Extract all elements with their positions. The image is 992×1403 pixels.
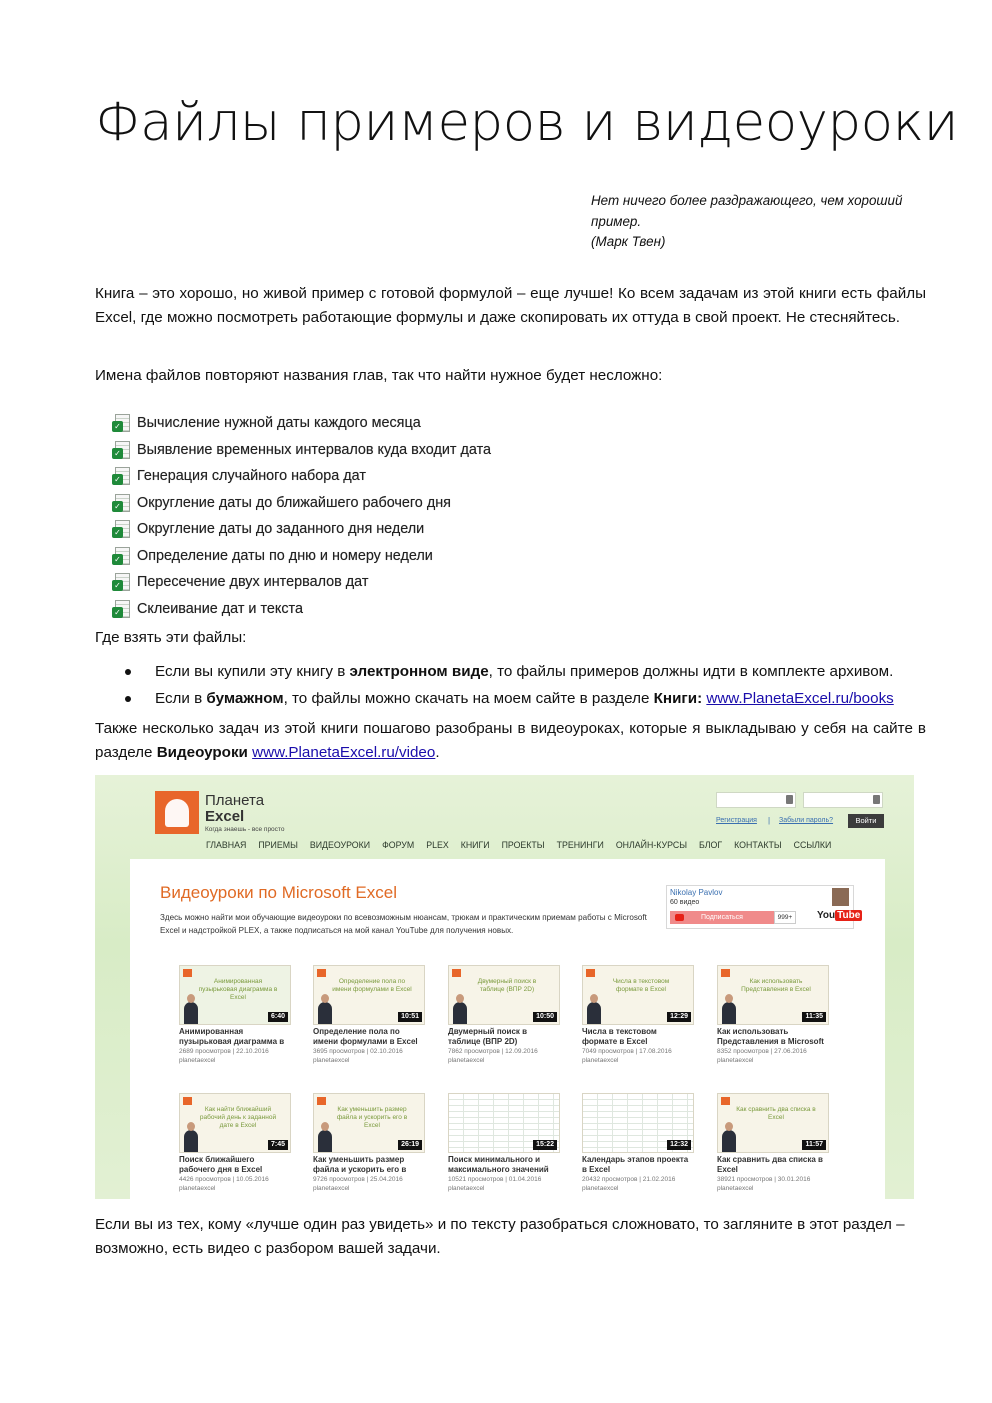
- file-item[interactable]: [112, 596, 612, 623]
- file-name: Округление даты до заданного дня недели: [137, 521, 425, 538]
- brand-mark-icon: [183, 969, 192, 977]
- presenter-icon: [318, 1130, 332, 1152]
- brand-mark-icon: [586, 969, 595, 977]
- nav-item[interactable]: PLEX: [426, 840, 449, 850]
- epigraph: [591, 191, 921, 253]
- video-thumbnail[interactable]: [582, 1093, 694, 1153]
- video-link[interactable]: www.PlanetaExcel.ru/video: [252, 743, 436, 761]
- thumbnail-text: Двумерный поиск в таблице (ВПР 2D): [477, 978, 537, 993]
- excel-file-icon: ✓: [112, 441, 129, 459]
- nav-item[interactable]: КНИГИ: [460, 840, 490, 850]
- thumbnail-text: Анимированная пузырьковая диаграмма в Excel: [198, 978, 278, 1001]
- video-count: 60 видео: [670, 899, 700, 906]
- presenter-icon: [722, 1002, 736, 1024]
- bullet-dot: [125, 696, 131, 702]
- video-channel: planetaexcel: [582, 1185, 619, 1192]
- duration-badge: 10:50: [533, 1012, 557, 1022]
- website-screenshot: [95, 775, 914, 1199]
- avatar: [832, 888, 849, 906]
- video-channel: planetaexcel: [582, 1057, 619, 1064]
- video-thumbnail[interactable]: [582, 965, 694, 1025]
- excel-file-icon: ✓: [112, 467, 129, 485]
- page-title: Файлы примеров и видеоуроки: [95, 92, 958, 153]
- nav-item[interactable]: ФОРУМ: [382, 840, 415, 850]
- nav-item[interactable]: КОНТАКТЫ: [734, 840, 782, 850]
- brand-mark-icon: [721, 1097, 730, 1105]
- register-link[interactable]: Регистрация: [716, 817, 757, 824]
- bullet-item: [95, 685, 926, 712]
- epigraph-line: Нет ничего более раздражающего, чем хороший: [591, 193, 903, 208]
- site-brand: Excel: [205, 808, 245, 825]
- thumbnail-text: Как сравнить два списка в Excel: [736, 1106, 816, 1121]
- brand-mark-icon: [452, 969, 461, 977]
- video-meta: 20432 просмотров | 21.02.2016: [582, 1176, 676, 1183]
- presenter-icon: [587, 1002, 601, 1024]
- auth-separator: |: [768, 816, 771, 825]
- excel-file-icon: ✓: [112, 520, 129, 538]
- duration-badge: 7:45: [268, 1140, 288, 1150]
- login-button[interactable]: Войти: [848, 814, 884, 828]
- file-name: Генерация случайного набора дат: [137, 468, 366, 485]
- video-channel: planetaexcel: [717, 1057, 754, 1064]
- file-item[interactable]: [112, 463, 612, 490]
- file-item[interactable]: [112, 569, 612, 596]
- file-name: Выявление временных интервалов куда входит дата: [137, 441, 492, 458]
- nav-item[interactable]: ПРОЕКТЫ: [501, 840, 545, 850]
- video-channel: planetaexcel: [717, 1185, 754, 1192]
- video-meta: 38921 просмотров | 30.01.2016: [717, 1176, 811, 1183]
- duration-badge: 12:29: [667, 1012, 691, 1022]
- subscribe-button[interactable]: Подписаться: [670, 911, 774, 924]
- video-channel: planetaexcel: [448, 1057, 485, 1064]
- video-thumbnail[interactable]: [448, 965, 560, 1025]
- nav-item[interactable]: БЛОГ: [699, 840, 723, 850]
- video-meta: 4426 просмотров | 10.05.2016: [179, 1176, 269, 1183]
- files-intro: Имена файлов повторяют названия глав, так что найти нужное будет несложно:: [95, 367, 663, 384]
- video-title[interactable]: Определение пола по имени формулами в Excel: [313, 1027, 418, 1046]
- password-input[interactable]: [803, 792, 883, 808]
- thumbnail-text: Как уменьшить размер файла и ускорить его в Excel: [336, 1106, 408, 1129]
- epigraph-line: пример.: [591, 213, 642, 229]
- file-item[interactable]: [112, 437, 612, 464]
- login-input[interactable]: [716, 792, 796, 808]
- brand-mark-icon: [317, 1097, 326, 1105]
- site-intro: Здесь можно найти мои обучающие видеоуроки по всевозможным нюансам, трюкам и практическим приемам работы с Microsoft Excel и надстройкой PLEX, а также подписаться на мой канал YouTube для получения новых.: [160, 913, 647, 935]
- excel-file-icon: ✓: [112, 573, 129, 591]
- file-name: Пересечение двух интервалов дат: [137, 574, 369, 591]
- file-item[interactable]: [112, 516, 612, 543]
- file-item[interactable]: [112, 490, 612, 517]
- epigraph-author: (Марк Твен): [591, 234, 666, 249]
- video-title[interactable]: Двумерный поиск в таблице (ВПР 2D): [448, 1027, 528, 1046]
- video-title[interactable]: Как уменьшить размер файла и ускорить его в: [313, 1155, 407, 1174]
- video-text: .: [435, 743, 440, 761]
- bullet-text: , то файлы можно скачать на моем сайте в разделе: [283, 690, 654, 707]
- bullet-bold: электронном виде: [349, 663, 489, 680]
- duration-badge: 26:19: [398, 1140, 422, 1150]
- video-title[interactable]: Поиск ближайшего рабочего дня в Excel: [179, 1155, 263, 1174]
- youtube-logo-text: You: [817, 910, 836, 921]
- video-card[interactable]: [582, 965, 694, 1065]
- video-title[interactable]: Анимированная пузырьковая диаграмма в: [179, 1027, 285, 1046]
- nav-item[interactable]: ПРИЕМЫ: [258, 840, 298, 850]
- video-paragraph: [95, 717, 926, 764]
- video-thumbnail[interactable]: [313, 965, 425, 1025]
- nav-item[interactable]: ВИДЕОУРОКИ: [309, 840, 371, 850]
- video-channel: planetaexcel: [313, 1185, 350, 1192]
- video-meta: 9726 просмотров | 25.04.2016: [313, 1176, 403, 1183]
- youtube-logo: [817, 910, 862, 921]
- books-link[interactable]: www.PlanetaExcel.ru/books: [706, 690, 894, 707]
- where-heading: Где взять эти файлы:: [95, 629, 247, 646]
- video-meta: 7049 просмотров | 17.08.2016: [582, 1048, 672, 1055]
- video-thumbnail[interactable]: [448, 1093, 560, 1153]
- brand-mark-icon: [721, 969, 730, 977]
- youtube-widget: [666, 885, 861, 929]
- outro-paragraph: Если вы из тех, кому «лучше один раз увидеть» и по тексту разобраться сложновато, то загляните в этот раздел – возможно, есть видео с разбором вашей задачи.: [95, 1216, 905, 1257]
- duration-badge: 11:57: [802, 1140, 826, 1150]
- video-card[interactable]: [179, 1093, 291, 1193]
- video-title[interactable]: Как использовать Представления в Microsoft: [717, 1027, 824, 1046]
- file-list: [112, 410, 612, 617]
- forgot-password-link[interactable]: Забыли пароль?: [779, 817, 834, 824]
- bullet-text: Если в: [155, 690, 207, 707]
- video-meta: 8352 просмотров | 27.06.2016: [717, 1048, 807, 1055]
- video-channel: planetaexcel: [448, 1185, 485, 1192]
- bullet-text: , то файлы примеров должны идти в комплекте архивом.: [488, 663, 894, 680]
- site-logo-icon: [155, 791, 199, 834]
- video-card[interactable]: [179, 965, 291, 1065]
- file-item[interactable]: [112, 410, 612, 437]
- presenter-icon: [722, 1130, 736, 1152]
- file-name: Склеивание дат и текста: [137, 600, 303, 617]
- file-item[interactable]: [112, 543, 612, 570]
- video-channel: planetaexcel: [179, 1185, 216, 1192]
- nav-item[interactable]: ГЛАВНАЯ: [206, 840, 247, 850]
- subscriber-count: 999+: [774, 911, 796, 924]
- excel-file-icon: ✓: [112, 547, 129, 565]
- nav-item[interactable]: ТРЕНИНГИ: [556, 840, 604, 850]
- duration-badge: 10:51: [398, 1012, 422, 1022]
- nav-item[interactable]: ССЫЛКИ: [793, 840, 832, 850]
- video-card[interactable]: [448, 1093, 560, 1193]
- video-title[interactable]: Как сравнить два списка в Excel: [717, 1155, 823, 1174]
- presenter-icon: [453, 1002, 467, 1024]
- excel-file-icon: ✓: [112, 600, 129, 618]
- duration-badge: 6:40: [268, 1012, 288, 1022]
- lock-icon: [873, 795, 880, 804]
- site-nav: [206, 840, 843, 850]
- video-bold: Видеоуроки: [156, 743, 248, 761]
- video-thumbnail[interactable]: [179, 1093, 291, 1153]
- presenter-icon: [184, 1130, 198, 1152]
- bullet-dot: [125, 669, 131, 675]
- brand-mark-icon: [317, 969, 326, 977]
- excel-file-icon: ✓: [112, 414, 129, 432]
- bullet-bold: :: [697, 690, 707, 707]
- video-thumbnail[interactable]: [313, 1093, 425, 1153]
- file-name: Округление даты до ближайшего рабочего дня: [137, 494, 451, 511]
- excel-file-icon: ✓: [112, 494, 129, 512]
- video-card[interactable]: [717, 965, 829, 1065]
- video-text: Также несколько задач из этой книги пошагово разобраны в видеоуроках, которые я выкладываю у себя на сайте в разделе: [95, 720, 926, 761]
- video-thumbnail[interactable]: [717, 965, 829, 1025]
- video-thumbnail[interactable]: [717, 1093, 829, 1153]
- video-meta: 3695 просмотров | 02.10.2016: [313, 1048, 403, 1055]
- site-brand: Планета: [205, 792, 265, 809]
- video-title[interactable]: Календарь этапов проекта в Excel: [582, 1155, 689, 1174]
- video-meta: 2689 просмотров | 22.10.2016: [179, 1048, 269, 1055]
- thumbnail-text: Как использовать Представления в Excel: [741, 978, 811, 993]
- video-card[interactable]: [313, 1093, 425, 1193]
- video-title[interactable]: Числа в текстовом формате в Excel: [582, 1027, 657, 1046]
- duration-badge: 12:32: [667, 1140, 691, 1150]
- bullet-bold: бумажном: [206, 690, 284, 707]
- content-panel: [130, 859, 885, 1199]
- bullet-bold: Книги: [653, 690, 698, 707]
- thumbnail-text: Числа в текстовом формате в Excel: [612, 978, 670, 993]
- thumbnail-text: Определение пола по имени формулами в Excel: [332, 978, 412, 993]
- video-card[interactable]: [313, 965, 425, 1065]
- video-card[interactable]: [448, 965, 560, 1065]
- channel-name[interactable]: Nikolay Pavlov: [670, 888, 723, 897]
- presenter-icon: [184, 1002, 198, 1024]
- duration-badge: 15:22: [533, 1140, 557, 1150]
- source-list: [95, 658, 926, 712]
- video-card[interactable]: [717, 1093, 829, 1193]
- youtube-logo-text: Tube: [837, 910, 861, 921]
- video-channel: planetaexcel: [313, 1057, 350, 1064]
- file-name: Вычисление нужной даты каждого месяца: [137, 415, 421, 432]
- brand-mark-icon: [183, 1097, 192, 1105]
- nav-item[interactable]: ОНЛАЙН-КУРСЫ: [615, 840, 687, 850]
- bullet-text: Если вы купили эту книгу в: [155, 663, 350, 680]
- site-tagline: Когда знаешь - все просто: [205, 826, 285, 833]
- video-meta: 10521 просмотров | 01.04.2016: [448, 1176, 542, 1183]
- thumbnail-text: Как найти ближайший рабочий день к заданной дате в Excel: [199, 1106, 277, 1129]
- intro-paragraph: Книга – это хорошо, но живой пример с готовой формулой – еще лучше! Ко всем задачам из этой книги есть файлы Excel, где можно посмотреть работающие формулы и даже скопировать их оттуда в свой проект. Не стесняйтесь.: [95, 285, 926, 326]
- video-thumbnail[interactable]: [179, 965, 291, 1025]
- video-card[interactable]: [582, 1093, 694, 1193]
- video-channel: planetaexcel: [179, 1057, 216, 1064]
- video-title[interactable]: Поиск минимального и максимального значений: [448, 1155, 549, 1174]
- video-meta: 7862 просмотров | 12.09.2016: [448, 1048, 538, 1055]
- user-icon: [786, 795, 793, 804]
- site-page-title: Видеоуроки по Microsoft Excel: [160, 883, 397, 902]
- bullet-item: [95, 658, 926, 685]
- presenter-icon: [318, 1002, 332, 1024]
- file-name: Определение даты по дню и номеру недели: [137, 547, 433, 564]
- duration-badge: 11:35: [802, 1012, 826, 1022]
